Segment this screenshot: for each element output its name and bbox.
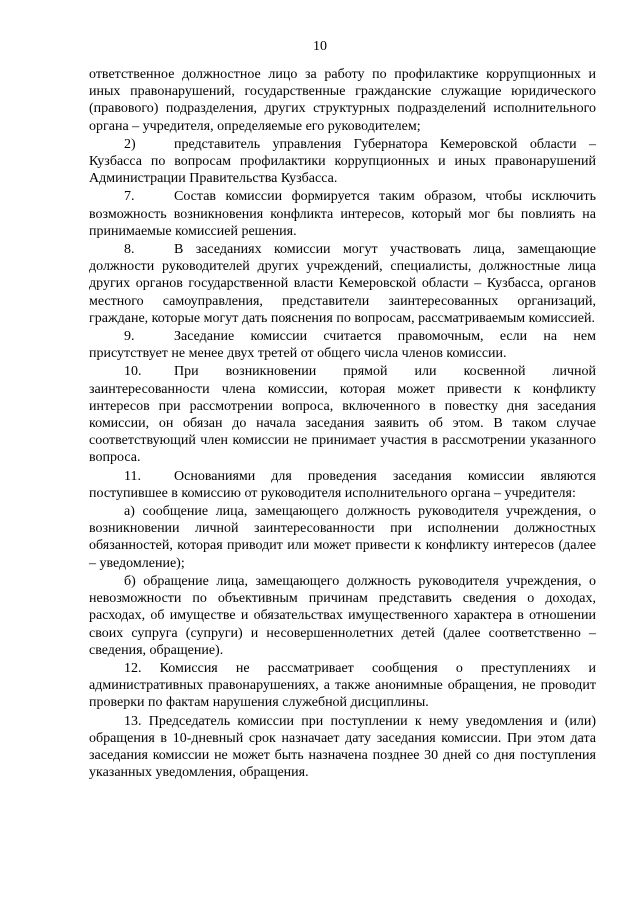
paragraph-text: В заседаниях комиссии могут участвовать лица, замещающие должности руководителей других учреждений, специалисты, должностные лица других органов государственной власти Кемеровской области – Кузбасса, органов местного самоуправления, представители заинтересованных организаций, граждане, которые могут дать пояснения по вопросам, рассматриваемым комиссией.	[89, 242, 596, 326]
paragraph-text: представитель управления Губернатора Кемеровской области – Кузбасса по вопросам профилактики коррупционных и иных правонарушений Администрации Правительства Кузбасса.	[89, 136, 596, 187]
item-number: 7.	[124, 189, 135, 205]
paragraph-9	[89, 328, 596, 362]
item-number: 8.	[124, 242, 135, 258]
paragraph-12	[89, 660, 596, 712]
page-number: 10	[313, 39, 327, 54]
paragraph-text: ответственное должностное лицо за работу по профилактике коррупционных и иных правонарушений, государственные гражданские служащие юридического (правового) подразделения, других структурных подразделений исполнительного органа – учредителя, определяемые его руководителем;	[89, 67, 596, 134]
item-number: 9.	[124, 329, 135, 345]
paragraph-continuation	[89, 66, 596, 135]
item-number: 2)	[124, 136, 136, 152]
document-body	[89, 66, 596, 781]
paragraph-11	[89, 468, 596, 502]
paragraph-text: 13. Председатель комиссии при поступлении к нему уведомления и (или) обращения в 10-дневный срок назначает дату заседания комиссии. При этом дата заседания комиссии не может быть назначена позднее 30 дней со дня поступления указанных уведомления, обращения.	[89, 713, 596, 781]
paragraph-8	[89, 241, 596, 327]
paragraph-13	[89, 713, 596, 782]
paragraph-text: Основаниями для проведения заседания комиссии являются поступившее в комиссию от руководителя исполнительного органа – учредителя:	[89, 468, 596, 501]
paragraph-item-2	[89, 136, 596, 188]
paragraph-text: а) сообщение лица, замещающего должность руководителя учреждения, о возникновении личной заинтересованности при исполнении должностных обязанностей, которая приводит или может привести к конфликту интересов (далее – уведомление);	[89, 504, 596, 571]
paragraph-text: Состав комиссии формируется таким образом, чтобы исключить возможность возникновения конфликта интересов, который мог бы повлиять на принимаемые комиссией решения.	[89, 189, 596, 239]
item-number: 10.	[124, 364, 142, 380]
paragraph-text: При возникновении прямой или косвенной личной заинтересованности члена комиссии, которая может привести к конфликту интересов при рассмотрении вопроса, включенного в повестку дня заседания комиссии, он обязан до начала заседания заявить об этом. В таком случае соответствующий член комиссии не принимает участия в рассмотрении указанного вопроса.	[89, 364, 596, 466]
paragraph-text: б) обращение лица, замещающего должность руководителя учреждения, о невозможности по объективным причинам представить сведения о доходах, расходах, об имуществе и обязательствах имущественного характера в отношении своих супруга (супруги) и несовершеннолетних детей (далее соответственно – сведения, обращение).	[89, 573, 596, 658]
paragraph-11a	[89, 503, 596, 572]
paragraph-10	[89, 363, 596, 466]
paragraph-11b	[89, 573, 596, 659]
paragraph-text: Заседание комиссии считается правомочным, если на нем присутствует не менее двух третей от общего числа членов комиссии.	[89, 329, 596, 362]
paragraph-text: 12. Комиссия не рассматривает сообщения о преступлениях и административных правонарушениях, а также анонимные обращения, не проводит проверки по фактам нарушения служебной дисциплины.	[89, 660, 596, 711]
item-number: 11.	[124, 468, 141, 484]
paragraph-7	[89, 188, 596, 240]
